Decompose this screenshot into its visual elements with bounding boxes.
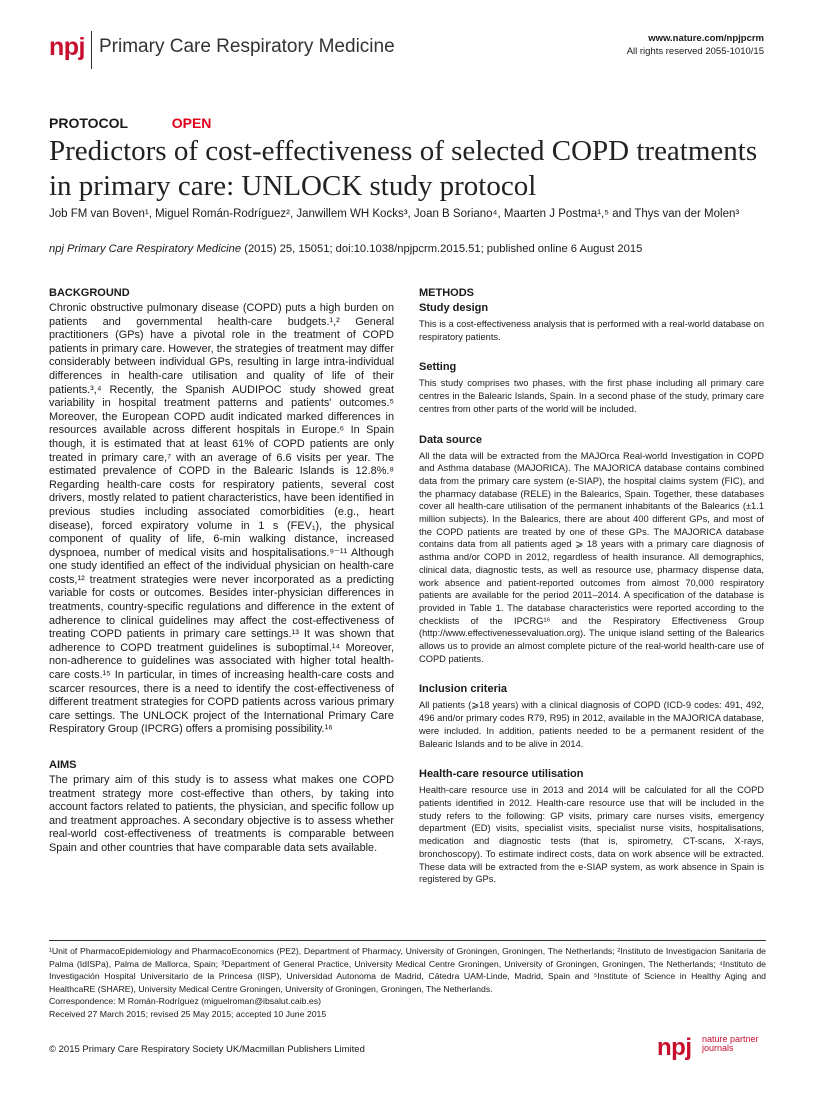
inclusion-heading: Inclusion criteria <box>419 683 508 696</box>
author-list: Job FM van Boven¹, Miguel Román-Rodríguez², Janwillem WH Kocks³, Joan B Soriano⁴, Maarten J Postma¹,⁵ and Thys van der Molen³ <box>49 208 740 220</box>
article-type: PROTOCOL <box>49 115 128 131</box>
footnote-rule <box>49 940 766 941</box>
background-paragraph: Chronic obstructive pulmonary disease (COPD) puts a high burden on patients and governmental health-care budgets.¹,² General practitioners (GPs) have a pivotal role in the treatment of COPD patients in primary care. However, the strategies of treatment may differ considerably between individual GPs, resulting in large intra-individual differences in health-care utilisation and quality of life of their patients.³,⁴ Recently, the Spanish AUDIPOC study showed great variability in hospital treatment patterns and patients' outcomes.⁵ Moreover, the European COPD audit indicated marked differences in resources available across different hospitals in Europe.⁶ In Spain though, it is estimated that at least 61% of COPD patients are only treated in primary care,⁷ with an average of 6.6 visits per year. The estimated prevalence of COPD in the Balearic Islands is 12.8%.⁸ Regarding health-care costs for respiratory patients, several cost drivers, mostly related to patient characteristics, have been identified in previous studies including associated comorbidities (e.g., heart disease), forced expiratory volume in 1 s (FEV₁), the physical component of quality of life, 6-min walking distance, increased dyspnoea, number of medical visits and hospitalisations.⁹⁻¹¹ Although one study identified an effect of the individual physician on health-care costs,¹² treatment strategies were never incorporated as a predicting variable for costs or outcomes. Besides inter-physician differences in treatments, country-specific regulations and difference in the extent of adherence to clinical guidelines may affect the cost-effectiveness of treating COPD patients in primary care settings.¹³ It was shown that adherence to COPD treatment guidelines is suboptimal.¹⁴ Moreover, non-adherence to guidelines was associated with higher total health-care costs.¹⁵ In particular, in times of increasing health-care costs and scarcer resources, there is a need to identify the cost-effectiveness of different treatment strategies for COPD patients across various primary care settings. The UNLOCK project of the International Primary Care Respiratory Group (IPCRG) offers a promising possibility.¹⁶ <box>49 302 394 736</box>
npj-brand <box>657 1034 759 1062</box>
copyright: © 2015 Primary Care Respiratory Society UK/Macmillan Publishers Limited <box>49 1044 365 1055</box>
journal-name: Primary Care Respiratory Medicine <box>99 36 395 57</box>
data-source-paragraph: All the data will be extracted from the MAJOrca Real-world Investigation in COPD and Asthma database (MAJORICA). The MAJORICA database contains combined data from the primary care system (e-SIAP), the hospital claims system (FIC), and the pharmacy database (RELE) in the Balearics, Spain. Together, these databases cover all health-care utilisation of the permanent inhabitants of the Balearics (±1.1 million subjects). In the Balearics, there are about 400 different GPs, and most of the COPD patients are treated by one of these GPs. The MAJORICA database contains data from all patients aged ⩾ 18 years with a primary care diagnosis of asthma and/or COPD in 2012, regardless of health insurance. All demographics, clinical data, diagnostic tests, as well as resource use, pharmacy dispense data, work absence and patient-reported outcomes from almost 70,000 respiratory patients are available for the period 2011–2014. A specification of the database is provided in Table 1. The database characteristics were reported according to the checklists of the IPCRG¹⁶ and the Respiratory Effectiveness Group (http://www.effectivenessevaluation.org). The unique island setting of the Balearics allows us to provide an almost complete picture of the real-world health-care use of COPD patients. <box>419 450 764 664</box>
inclusion-paragraph: All patients (⩾18 years) with a clinical diagnosis of COPD (ICD-9 codes: 491, 492, 496 and/or primary codes R79, R95) in 2012, available in the MAJORICA database, were included. In addition, patients needed to be a permanent resident of the Balearic Islands and to be alive in 2014. <box>419 700 764 749</box>
npj-logo: npj <box>49 33 85 61</box>
citation-journal: npj Primary Care Respiratory Medicine <box>49 243 242 255</box>
aims-heading: AIMS <box>49 759 77 771</box>
study-design-heading: Study design <box>419 302 489 314</box>
left-column <box>49 287 394 856</box>
affiliations: ¹Unit of PharmacoEpidemiology and PharmacoEconomics (PE2), Department of Pharmacy, University of Groningen, Groningen, The Netherlands; ²Instituto de Investigacion Sanitaria de Palma (IdISPa), Palma de Mallorca, Spain; ³Department of General Practice, University Medical Centre Groningen, University of Groningen, Groningen, The Netherlands; ⁴Instituto de Investigación Hospital Universitario de la Princesa (IISP), Universidad Autonoma de Madrid, Cátedra UAM-Linde, Madrid, Spain and ⁵Institute of Science in Healthy Aging and HealthcaRE (SHARE), University Medical Centre Groningen, University of Groningen, Groningen, The Netherlands. <box>49 946 766 994</box>
methods-heading: METHODS <box>419 287 474 299</box>
correspondence: Correspondence: M Román-Rodríguez (miguelroman@ibsalut.caib.es) <box>49 996 321 1006</box>
citation-details: (2015) 25, 15051; doi:10.1038/npjpcrm.2015.51; published online 6 August 2015 <box>241 243 643 255</box>
npj-brand-mark: npj <box>657 1034 692 1061</box>
citation-line <box>49 243 779 255</box>
article-title: Predictors of cost-effectiveness of selected COPD treatments in primary care: UNLOCK study protocol <box>49 135 758 202</box>
setting-paragraph: This study comprises two phases, with the first phase including all primary care centres in the Balearic Islands, Spain. In a second phase of the study, primary care centres from other parts of the world will be included. <box>419 378 764 414</box>
background-heading: BACKGROUND <box>49 287 130 299</box>
resource-heading: Health-care resource utilisation <box>419 768 584 781</box>
received-dates: Received 27 March 2015; revised 25 May 2015; accepted 10 June 2015 <box>49 1008 327 1019</box>
study-design-paragraph: This is a cost-effectiveness analysis that is performed with a real-world database on respiratory patients. <box>419 319 764 342</box>
open-access-label: OPEN <box>171 115 212 131</box>
setting-heading: Setting <box>419 361 457 374</box>
aims-paragraph: The primary aim of this study is to assess what makes one COPD treatment strategy more cost-effective than others, by taking into account factors related to patients, the physician, and specific follow up and treatment approaches. A secondary objective is to assess whether real-world cost-effectiveness of treatments is comparable between Spain and other countries that have comparable data sets available. <box>49 774 394 854</box>
resource-paragraph: Health-care resource use in 2013 and 2014 will be calculated for all the COPD patients identified in 2012. Health-care resource use that will be included in the study refers to the following: GP visits, primary care nurses visits, emergency department (ED) visits, specialist visits, specialist nurse visits, hospitalisations, medication and diagnostic tests (that is, spirometry, CT-scans, X-rays, bronchoscopy). To estimate indirect costs, data on work absence will be extracted. These data will be extracted from the e-SIAP system, as work absence in Spain is registered by GPs. <box>419 785 764 885</box>
footnotes <box>49 945 766 1020</box>
data-source-heading: Data source <box>419 433 482 446</box>
journal-url[interactable]: www.nature.com/npjpcrm <box>648 33 764 44</box>
header-info <box>627 32 764 58</box>
article-type-row <box>49 115 211 131</box>
rights-notice: All rights reserved 2055-1010/15 <box>626 46 764 57</box>
npj-brand-text: nature partner journals <box>702 1034 759 1053</box>
logo-divider <box>91 31 92 69</box>
right-column <box>419 287 764 886</box>
